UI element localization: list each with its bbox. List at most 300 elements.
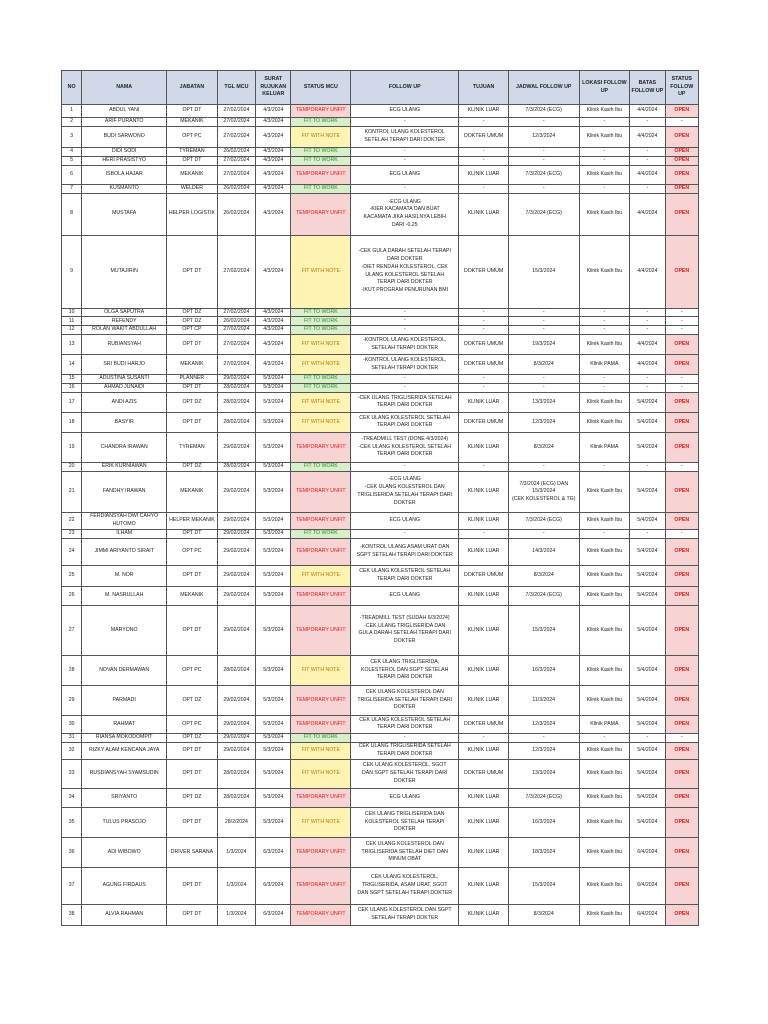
cell-jadwal <box>508 471 579 512</box>
cell-follow-up-line: -KONTROL ULANG KOLESTEROL, <box>363 336 447 343</box>
cell-tgl-mcu: 29/02/2024 <box>217 565 255 586</box>
cell-tgl-mcu: 28/02/2024 <box>217 462 255 471</box>
cell-tgl-mcu: 1/3/2024 <box>217 867 255 904</box>
cell-surat-rujukan: 4/3/2024 <box>256 127 291 148</box>
cell-tujuan: KLINIK LUAR <box>459 105 509 118</box>
cell-follow-up-line: CEK ULANG TRIGLISERIDA SETELAH <box>358 743 451 750</box>
cell-jabatan: MEKANIK <box>167 165 218 184</box>
cell-jabatan: OPT DT <box>167 742 218 759</box>
cell-follow-up <box>351 127 459 148</box>
cell-status-follow-up: OPEN <box>665 715 698 733</box>
cell-lokasi: Klinik Kasih Ibu <box>579 807 630 837</box>
cell-batas: - <box>630 317 665 326</box>
cell-follow-up-line: CEK ULANG KOLESTEROL SETELAH <box>359 414 451 421</box>
cell-status-follow-up: OPEN <box>665 335 698 355</box>
cell-status-mcu: TEMPORARY UNFIT <box>291 605 351 655</box>
cell-lokasi: Klinik Kasih Ibu <box>579 193 630 235</box>
cell-tujuan: - <box>459 462 509 471</box>
table-row <box>62 165 699 184</box>
cell-jabatan: OPT DT <box>167 759 218 788</box>
cell-follow-up-line: TERAPI DARI DOKTER <box>376 422 433 429</box>
cell-status-follow-up: OPEN <box>665 148 698 157</box>
cell-surat-rujukan: 5/3/2024 <box>256 788 291 807</box>
cell-jabatan: OPT DZ <box>167 462 218 471</box>
cell-surat-rujukan: 4/3/2024 <box>256 105 291 118</box>
cell-tujuan: KLINIK LUAR <box>459 586 509 605</box>
cell-jadwal: - <box>508 383 579 392</box>
cell-jadwal-line: 15/3/2024 <box>532 488 556 495</box>
cell-tgl-mcu: 26/02/2024 <box>217 317 255 326</box>
cell-no: 31 <box>62 733 82 742</box>
cell-no: 22 <box>62 512 82 529</box>
cell-follow-up <box>351 184 459 193</box>
cell-tgl-mcu: 28/2/2024 <box>217 807 255 837</box>
cell-jadwal: 12/3/2024 <box>508 412 579 432</box>
table-row <box>62 529 699 538</box>
cell-nama: RAHMAT <box>82 715 167 733</box>
cell-tgl-mcu: 29/02/2024 <box>217 538 255 565</box>
cell-batas: - <box>630 184 665 193</box>
cell-follow-up-line: - <box>403 184 406 191</box>
header-row <box>62 71 699 105</box>
cell-follow-up-line: -ECG ULANG <box>388 476 421 483</box>
cell-no: 34 <box>62 788 82 807</box>
cell-follow-up-line: CEK ULANG TRIGLISERIDA, <box>370 658 440 665</box>
cell-lokasi: Klinik Kasih Ibu <box>579 127 630 148</box>
cell-jadwal: 14/3/2024 <box>508 538 579 565</box>
cell-no: 13 <box>62 335 82 355</box>
cell-nama: AHMAD JUNAIDI <box>82 383 167 392</box>
cell-surat-rujukan: 5/3/2024 <box>256 432 291 462</box>
col-header-follow-up: FOLLOW UP <box>351 71 459 105</box>
cell-lokasi: Klinik Kasih Ibu <box>579 335 630 355</box>
cell-nama: AGUNG FIRDAUS <box>82 867 167 904</box>
cell-no: 12 <box>62 326 82 335</box>
cell-lokasi: Klinik Kasih Ibu <box>579 759 630 788</box>
cell-batas: 5/4/2024 <box>630 605 665 655</box>
col-header-status-follow-up: STATUS FOLLOW UP <box>665 71 698 105</box>
cell-jabatan: OPT DZ <box>167 317 218 326</box>
cell-follow-up-line: ECG ULANG <box>389 517 420 524</box>
cell-follow-up-line: CEK ULANG KOLESTEROL SETELAH <box>359 716 451 723</box>
cell-follow-up <box>351 392 459 412</box>
cell-surat-rujukan: 5/3/2024 <box>256 383 291 392</box>
cell-tujuan: KLINIK LUAR <box>459 392 509 412</box>
cell-nama: ADUSTINA SUSANTI <box>82 375 167 384</box>
cell-follow-up <box>351 759 459 788</box>
cell-follow-up-line: CEK ULANG KOLESTEROL DAN SGPT <box>357 907 452 914</box>
table-row <box>62 308 699 317</box>
cell-batas: 5/4/2024 <box>630 432 665 462</box>
cell-batas: 4/4/2024 <box>630 235 665 308</box>
cell-tujuan: KLINIK LUAR <box>459 655 509 685</box>
cell-tujuan: DOKTER UMUM <box>459 355 509 375</box>
table-row <box>62 733 699 742</box>
cell-batas: - <box>630 733 665 742</box>
cell-follow-up-line: SETELAH TERAPI DOKTER <box>371 364 439 371</box>
cell-follow-up-line: - <box>403 530 406 537</box>
cell-tujuan: KLINIK LUAR <box>459 788 509 807</box>
cell-follow-up-line: TERAPI DARI DOKTER <box>376 724 433 731</box>
cell-jabatan: OPT PC <box>167 655 218 685</box>
cell-nama: OLGA SAPUTRA <box>82 308 167 317</box>
cell-jabatan: OPT DT <box>167 156 218 165</box>
cell-follow-up-line: -DIET RENDAH KOLESTEROL, CEK <box>361 263 448 270</box>
cell-no: 30 <box>62 715 82 733</box>
cell-no: 9 <box>62 235 82 308</box>
cell-no: 6 <box>62 165 82 184</box>
cell-jabatan: TYREMAN <box>167 432 218 462</box>
cell-nama: ADI WIBOWO <box>82 837 167 867</box>
cell-lokasi: - <box>579 529 630 538</box>
cell-status-follow-up: OPEN <box>665 605 698 655</box>
cell-status-follow-up: OPEN <box>665 685 698 715</box>
cell-batas: 5/4/2024 <box>630 715 665 733</box>
cell-tgl-mcu: 27/02/2024 <box>217 326 255 335</box>
cell-follow-up-line: TRIGLISERIDA SETELAH TERAPI DARI <box>357 696 453 703</box>
cell-tujuan: KLINIK LUAR <box>459 837 509 867</box>
cell-nama: TULUS PRASOJO <box>82 807 167 837</box>
cell-surat-rujukan: 5/3/2024 <box>256 605 291 655</box>
cell-tujuan: - <box>459 156 509 165</box>
cell-jabatan: PLANNER <box>167 375 218 384</box>
cell-surat-rujukan: 6/3/2024 <box>256 904 291 925</box>
cell-follow-up-line: -CEK ULANG KOLESTEROL DAN <box>364 484 445 491</box>
cell-status-follow-up: - <box>665 326 698 335</box>
cell-follow-up-line: - <box>403 463 406 470</box>
cell-tgl-mcu: 29/02/2024 <box>217 529 255 538</box>
cell-nama: ISBOLA HAJAR <box>82 165 167 184</box>
cell-no: 1 <box>62 105 82 118</box>
cell-surat-rujukan: 4/3/2024 <box>256 156 291 165</box>
cell-jabatan: WELDER <box>167 184 218 193</box>
cell-jabatan: OPT DT <box>167 904 218 925</box>
cell-jadwal: 13/3/2024 <box>508 392 579 412</box>
cell-jadwal: 11/3/2024 <box>508 685 579 715</box>
col-header-batas: BATAS FOLLOW UP <box>630 71 665 105</box>
cell-status-mcu: FIT WITH NOTE <box>291 355 351 375</box>
cell-tgl-mcu: 29/02/2024 <box>217 432 255 462</box>
cell-nama: JIMMI ARIYANTO SIRAIT <box>82 538 167 565</box>
cell-follow-up-line: ULANG KOLESTEROL SETELAH <box>365 271 445 278</box>
cell-no: 23 <box>62 529 82 538</box>
cell-jabatan: OPT DZ <box>167 685 218 715</box>
cell-lokasi: - <box>579 317 630 326</box>
cell-no: 20 <box>62 462 82 471</box>
table-row <box>62 317 699 326</box>
cell-follow-up-line: KOLESTEROL DAN SGPT SETELAH <box>361 666 449 673</box>
cell-tujuan: - <box>459 375 509 384</box>
cell-follow-up <box>351 118 459 127</box>
cell-batas: 5/4/2024 <box>630 788 665 807</box>
cell-follow-up-line: -CEK GULA DARAH SETELAH TERAPI <box>358 248 451 255</box>
cell-tgl-mcu: 29/02/2024 <box>217 605 255 655</box>
cell-status-mcu: TEMPORARY UNFIT <box>291 538 351 565</box>
cell-status-mcu: TEMPORARY UNFIT <box>291 586 351 605</box>
cell-status-mcu: FIT TO WORK <box>291 462 351 471</box>
cell-follow-up <box>351 156 459 165</box>
cell-no: 38 <box>62 904 82 925</box>
cell-surat-rujukan: 5/3/2024 <box>256 565 291 586</box>
cell-status-follow-up: - <box>665 529 698 538</box>
cell-follow-up <box>351 193 459 235</box>
cell-follow-up <box>351 788 459 807</box>
cell-follow-up-line: KOLESTEROL SETELAH TERAPI <box>364 818 445 825</box>
cell-status-follow-up: OPEN <box>665 867 698 904</box>
cell-tgl-mcu: 29/02/2024 <box>217 742 255 759</box>
cell-nama: BASYIR <box>82 412 167 432</box>
cell-surat-rujukan: 4/3/2024 <box>256 335 291 355</box>
cell-jabatan: OPT PC <box>167 715 218 733</box>
cell-status-mcu: FIT WITH NOTE <box>291 412 351 432</box>
cell-batas: - <box>630 148 665 157</box>
cell-jadwal: 19/3/2024 <box>508 335 579 355</box>
cell-jabatan: OPT DT <box>167 529 218 538</box>
table-row <box>62 742 699 759</box>
cell-follow-up <box>351 586 459 605</box>
cell-surat-rujukan: 5/3/2024 <box>256 685 291 715</box>
cell-tujuan: DOKTER UMUM <box>459 412 509 432</box>
cell-follow-up-line: -IKUT PROGRAM PENURUNAN BMI <box>361 287 449 294</box>
table-row <box>62 392 699 412</box>
cell-tgl-mcu: 26/02/2024 <box>217 184 255 193</box>
cell-lokasi: Klinik Kasih Ibu <box>579 412 630 432</box>
cell-tujuan: DOKTER UMUM <box>459 335 509 355</box>
cell-jadwal: 16/3/2024 <box>508 655 579 685</box>
cell-nama: ABDUL YANI <box>82 105 167 118</box>
cell-lokasi: Klinik PAMA <box>579 432 630 462</box>
cell-jadwal: 8/3/2024 <box>508 565 579 586</box>
cell-follow-up-line: TERAPI DARI DOKTER <box>376 674 433 681</box>
cell-follow-up <box>351 235 459 308</box>
cell-follow-up-line: CEK ULANG TRIGLISERIDA DAN <box>364 810 445 817</box>
cell-follow-up-line: DARI DOKTER <box>386 256 423 262</box>
cell-batas: 4/4/2024 <box>630 193 665 235</box>
col-header-surat-rujukan: SURAT RUJUKAN KELUAR <box>256 71 291 105</box>
cell-follow-up <box>351 355 459 375</box>
cell-tgl-mcu: 29/02/2024 <box>217 685 255 715</box>
cell-nama: MUSTAFA <box>82 193 167 235</box>
cell-no: 24 <box>62 538 82 565</box>
cell-batas: 4/4/2024 <box>630 105 665 118</box>
cell-tujuan: KLINIK LUAR <box>459 471 509 512</box>
cell-jadwal: 8/3/2024 <box>508 904 579 925</box>
col-header-lokasi: LOKASI FOLLOW UP <box>579 71 630 105</box>
cell-jadwal: - <box>508 326 579 335</box>
cell-follow-up-line: ECG ULANG <box>389 592 420 599</box>
cell-jabatan: MEKANIK <box>167 355 218 375</box>
cell-follow-up <box>351 512 459 529</box>
cell-jadwal: 7/3/2024 (ECG) <box>508 512 579 529</box>
cell-no: 28 <box>62 655 82 685</box>
cell-surat-rujukan: 5/3/2024 <box>256 462 291 471</box>
cell-jadwal-line: 7/3/2024 (ECG) DAN <box>519 480 569 487</box>
cell-follow-up <box>351 165 459 184</box>
cell-nama: FANDHY IRAWAN <box>82 471 167 512</box>
cell-surat-rujukan: 6/3/2024 <box>256 837 291 867</box>
cell-status-mcu: TEMPORARY UNFIT <box>291 715 351 733</box>
cell-follow-up <box>351 904 459 925</box>
cell-tgl-mcu: 1/3/2024 <box>217 904 255 925</box>
cell-follow-up-line: - <box>403 317 406 324</box>
cell-status-mcu: FIT WITH NOTE <box>291 127 351 148</box>
cell-no: 37 <box>62 867 82 904</box>
cell-tgl-mcu: 27/02/2024 <box>217 118 255 127</box>
cell-no: 21 <box>62 471 82 512</box>
cell-nama: ALVIA RAHMAN <box>82 904 167 925</box>
table-row <box>62 512 699 529</box>
cell-surat-rujukan: 4/3/2024 <box>256 355 291 375</box>
cell-lokasi: - <box>579 184 630 193</box>
cell-no: 7 <box>62 184 82 193</box>
cell-follow-up-line: ECG ULANG <box>389 794 420 801</box>
cell-jadwal: 12/3/2024 <box>508 715 579 733</box>
cell-jabatan: OPT DT <box>167 605 218 655</box>
cell-follow-up <box>351 148 459 157</box>
cell-status-follow-up: OPEN <box>665 165 698 184</box>
table-row <box>62 807 699 837</box>
table-row <box>62 837 699 867</box>
cell-follow-up <box>351 335 459 355</box>
cell-status-mcu: FIT TO WORK <box>291 148 351 157</box>
cell-tujuan: - <box>459 733 509 742</box>
cell-status-follow-up: - <box>665 375 698 384</box>
table-row <box>62 432 699 462</box>
cell-follow-up-line: - <box>403 326 406 333</box>
cell-tgl-mcu: 29/02/2024 <box>217 733 255 742</box>
table-row <box>62 538 699 565</box>
cell-batas: 5/4/2024 <box>630 685 665 715</box>
cell-status-mcu: TEMPORARY UNFIT <box>291 685 351 715</box>
cell-nama: RUSDIANSYAH SYAMSUDIN <box>82 759 167 788</box>
cell-follow-up-line: TERAPI DARI DOKTER <box>376 279 433 286</box>
cell-jabatan: OPT DT <box>167 565 218 586</box>
cell-follow-up <box>351 529 459 538</box>
col-header-tgl-mcu: TGL MCU <box>217 71 255 105</box>
table-row <box>62 184 699 193</box>
cell-jadwal: - <box>508 375 579 384</box>
cell-tgl-mcu: 29/02/2024 <box>217 375 255 384</box>
cell-batas: - <box>630 529 665 538</box>
cell-follow-up <box>351 471 459 512</box>
cell-status-follow-up: OPEN <box>665 392 698 412</box>
cell-follow-up <box>351 105 459 118</box>
cell-batas: 4/4/2024 <box>630 165 665 184</box>
cell-nama: HERI PRASISTYO <box>82 156 167 165</box>
cell-surat-rujukan: 5/3/2024 <box>256 471 291 512</box>
cell-no: 14 <box>62 355 82 375</box>
cell-batas: 5/4/2024 <box>630 586 665 605</box>
table-row <box>62 235 699 308</box>
cell-follow-up-line: TERAPI DARI DOKTER <box>376 750 433 757</box>
cell-status-mcu: FIT TO WORK <box>291 375 351 384</box>
cell-follow-up-line: -TREADMILL TEST (SUDAH 6/3/2024) <box>359 614 450 621</box>
cell-status-mcu: FIT WITH NOTE <box>291 392 351 412</box>
cell-tujuan: KLINIK LUAR <box>459 807 509 837</box>
cell-tujuan: - <box>459 529 509 538</box>
cell-no: 17 <box>62 392 82 412</box>
cell-status-follow-up: OPEN <box>665 655 698 685</box>
cell-tgl-mcu: 27/02/2024 <box>217 127 255 148</box>
table-row <box>62 904 699 925</box>
cell-jabatan: OPT DT <box>167 412 218 432</box>
cell-jadwal: 7/3/2024 (ECG) <box>508 788 579 807</box>
cell-surat-rujukan: 4/3/2024 <box>256 308 291 317</box>
cell-follow-up <box>351 412 459 432</box>
cell-jadwal: - <box>508 733 579 742</box>
cell-jadwal: 7/3/2024 (ECG) <box>508 586 579 605</box>
cell-follow-up <box>351 317 459 326</box>
cell-batas: 6/4/2024 <box>630 867 665 904</box>
cell-status-follow-up: OPEN <box>665 807 698 837</box>
cell-follow-up-line: -KONTROL ULANG ASAM URAT DAN <box>360 544 450 551</box>
cell-jabatan: OPT DT <box>167 383 218 392</box>
cell-lokasi: Klinik Kasih Ibu <box>579 392 630 412</box>
cell-status-mcu: FIT WITH NOTE <box>291 235 351 308</box>
cell-follow-up-line: -KONTROL ULANG KOLESTEROL, <box>363 356 447 363</box>
cell-lokasi: Klinik Kasih Ibu <box>579 565 630 586</box>
cell-jadwal: - <box>508 184 579 193</box>
cell-jabatan: HELPER MEKANIK <box>167 512 218 529</box>
cell-follow-up-line: TERAPI DARI DOKTER <box>376 451 433 458</box>
table-row <box>62 788 699 807</box>
cell-surat-rujukan: 5/3/2024 <box>256 392 291 412</box>
cell-nama: M. NOR <box>82 565 167 586</box>
cell-tgl-mcu: 29/02/2024 <box>217 715 255 733</box>
cell-surat-rujukan: 5/3/2024 <box>256 733 291 742</box>
cell-jabatan: OPT DZ <box>167 733 218 742</box>
cell-no: 33 <box>62 759 82 788</box>
cell-batas: 6/4/2024 <box>630 837 665 867</box>
cell-follow-up-line: -CEK ULANG TRIGLISERIDA DAN <box>364 622 446 629</box>
cell-batas: 5/4/2024 <box>630 655 665 685</box>
cell-tujuan: DOKTER UMUM <box>459 235 509 308</box>
cell-tgl-mcu: 29/02/2024 <box>217 471 255 512</box>
cell-jadwal: 15/3/2024 <box>508 235 579 308</box>
cell-no: 15 <box>62 375 82 384</box>
cell-tgl-mcu: 26/02/2024 <box>217 148 255 157</box>
cell-status-mcu: FIT TO WORK <box>291 383 351 392</box>
cell-no: 25 <box>62 565 82 586</box>
cell-nama: NOVAN DERMAWAN <box>82 655 167 685</box>
cell-batas: 4/4/2024 <box>630 355 665 375</box>
cell-tujuan: DOKTER UMUM <box>459 759 509 788</box>
cell-follow-up <box>351 462 459 471</box>
cell-jabatan: OPT PC <box>167 538 218 565</box>
cell-nama: REFENDY <box>82 317 167 326</box>
cell-lokasi: Klinik Kasih Ibu <box>579 742 630 759</box>
cell-status-mcu: FIT WITH NOTE <box>291 335 351 355</box>
cell-batas: 5/4/2024 <box>630 471 665 512</box>
cell-tujuan: - <box>459 317 509 326</box>
cell-surat-rujukan: 4/3/2024 <box>256 235 291 308</box>
cell-batas: 4/4/2024 <box>630 335 665 355</box>
cell-jabatan: OPT DT <box>167 105 218 118</box>
col-header-tujuan: TUJUAN <box>459 71 509 105</box>
cell-jabatan: MEKANIK <box>167 471 218 512</box>
table-row <box>62 605 699 655</box>
cell-jabatan: MEKANIK <box>167 586 218 605</box>
cell-nama: ROLAN WAKIT ABDULLAH <box>82 326 167 335</box>
cell-jadwal: - <box>508 529 579 538</box>
cell-nama: SRI BUDI HARJO <box>82 355 167 375</box>
cell-batas: 5/4/2024 <box>630 412 665 432</box>
col-header-status-mcu: STATUS MCU <box>291 71 351 105</box>
cell-no: 3 <box>62 127 82 148</box>
col-header-nama: NAMA <box>82 71 167 105</box>
cell-tgl-mcu: 27/02/2024 <box>217 235 255 308</box>
cell-jabatan: HELPER LOGISTIK <box>167 193 218 235</box>
